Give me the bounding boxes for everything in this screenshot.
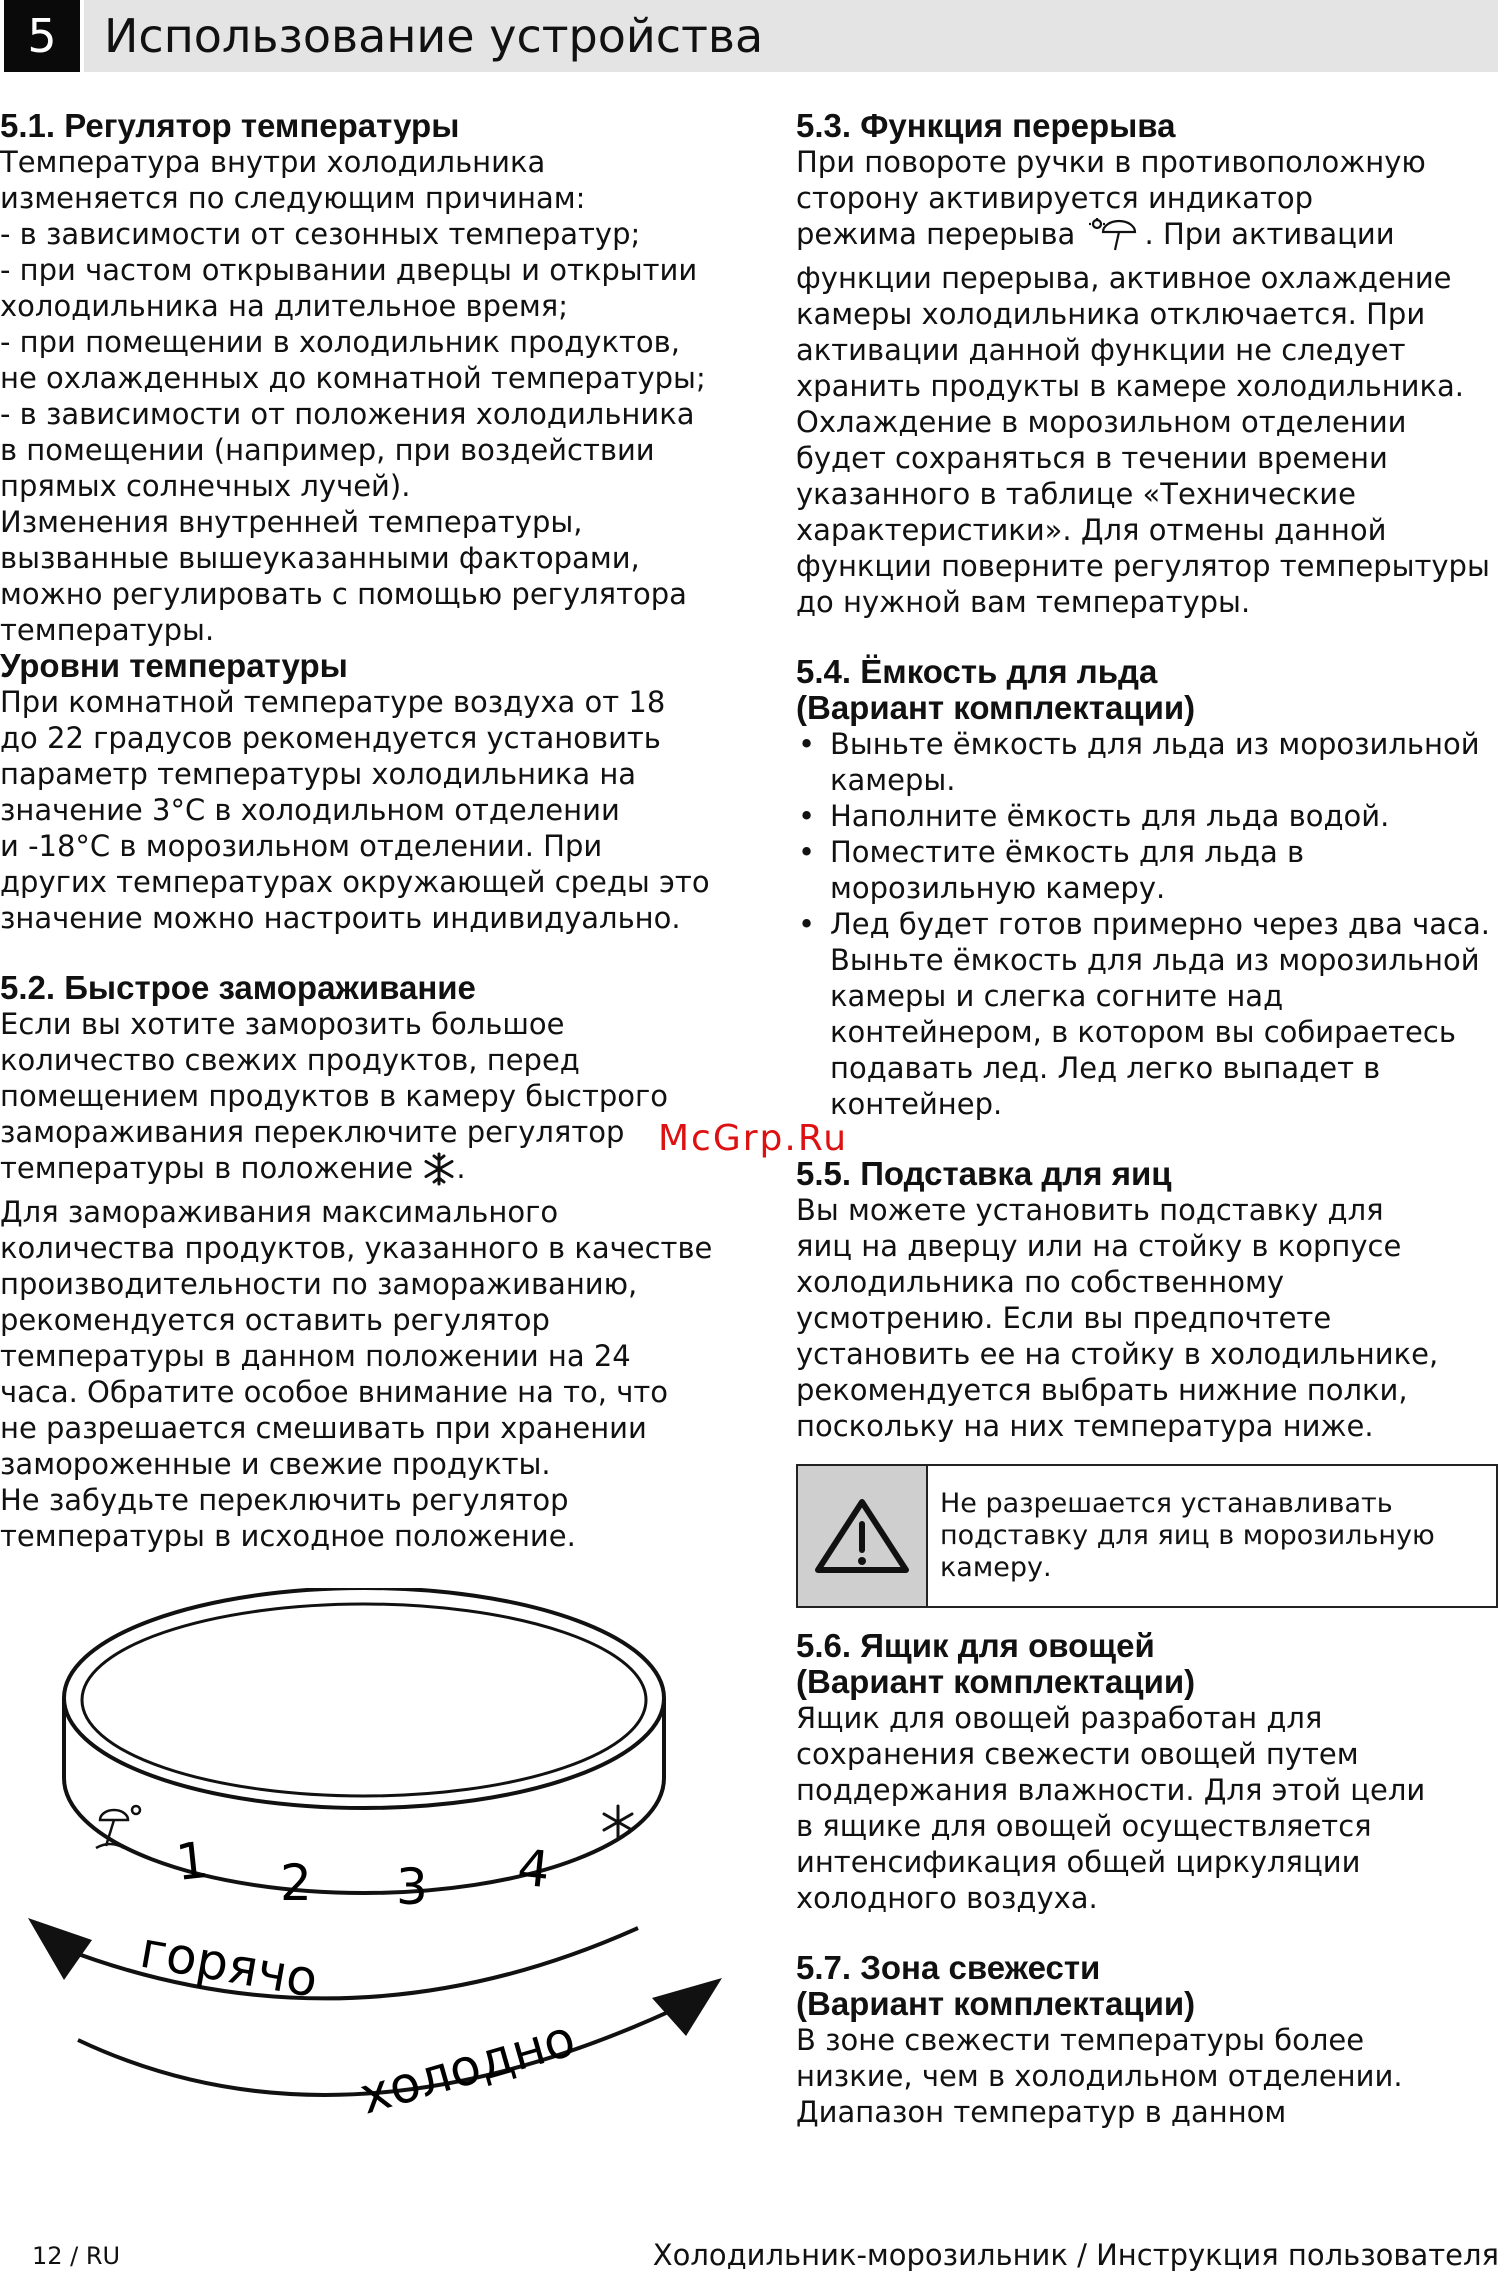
section-5-7-text: В зоне свежести температуры более низкие, чем в холодильном отделении. Диапазон температур в данном xyxy=(796,2023,1403,2129)
section-5-5-title: 5.5. Подставка для яиц xyxy=(796,1155,1172,1192)
warning-icon xyxy=(798,1466,926,1606)
section-5-7-title: 5.7. Зона свежести (Вариант комплектации) xyxy=(796,1949,1196,2022)
page-number: 12 / RU xyxy=(32,2242,121,2270)
snowflake-icon xyxy=(422,1152,456,1194)
dial-number-4: 4 xyxy=(514,1838,553,1900)
vacation-icon xyxy=(1085,218,1145,260)
list-item: • Лед будет готов примерно через два часа. Выньте ёмкость для льда из морозильной камеры и слегка согните над контейнером, в котором вы собираетесь подавать лед. Лед легко выпадет в контейнер. xyxy=(796,906,1496,1122)
warning-box xyxy=(796,1464,1498,1608)
dial-number-3: 3 xyxy=(396,1858,428,1916)
section-5-6-text: Ящик для овощей разработан для сохранения свежести овощей путем поддержания влажности. Для этой цели в ящике для овощей осуществляется интенсификация общей циркуляции холодного воздуха. xyxy=(796,1701,1426,1915)
list-item: • Выньте ёмкость для льда из морозильной камеры. xyxy=(796,726,1496,798)
document-title: Холодильник-морозильник / Инструкция пользователя xyxy=(652,2238,1499,2272)
section-5-2-title: 5.2. Быстрое замораживание xyxy=(0,969,476,1006)
dial-number-2: 2 xyxy=(280,1854,312,1912)
dial-number-1: 1 xyxy=(173,1830,211,1892)
hot-arrow-head xyxy=(28,1918,92,1980)
section-5-1-text: Температура внутри холодильника изменяется по следующим причинам: - в зависимости от сезонных температур; - при частом открывании дверцы и открытии холодильника на длительное время; - при помещении в холодильник продуктов, не охлажденных до комнатной температуры; - в зависимости от положения холодильника в помещении (например, при воздействии прямых солнечных лучей). Изменения внутренней температуры, вызванные вышеуказанными факторами, можно регулировать с помощью регулятора температуры. xyxy=(0,145,706,647)
section-5-5-text: Вы можете установить подставку для яиц на дверцу или на стойку в корпусе холодильника по собственному усмотрению. Если вы предпочтете установить ее на стойку в холодильнике, рекомендуется выбрать нижние полки, поскольку на них температура ниже. xyxy=(796,1193,1439,1443)
cold-arrow-head xyxy=(652,1978,722,2036)
section-5-6-title: 5.6. Ящик для овощей (Вариант комплектации) xyxy=(796,1627,1196,1700)
chapter-title: Использование устройства xyxy=(104,9,764,63)
section-5-3-title: 5.3. Функция перерыва xyxy=(796,107,1176,144)
temperature-levels-title: Уровни температуры xyxy=(0,647,348,684)
section-5-4-title: 5.4. Ёмкость для льда (Вариант комплектации) xyxy=(796,653,1196,726)
section-5-2-text-b: Для замораживания максимального количества продуктов, указанного в качестве производительности по замораживанию, рекомендуется оставить регулятор температуры в данном положении на 24 часа. Обратите особое внимание на то, что не разрешается смешивать при хранении замороженные и свежие продукты. Не забудьте переключить регулятор температуры в исходное положение. xyxy=(0,1195,713,1553)
dial-top-face xyxy=(82,1604,646,1796)
list-item: • Наполните ёмкость для льда водой. xyxy=(796,798,1496,834)
list-item: • Поместите ёмкость для льда в морозильную камеру. xyxy=(796,834,1496,906)
hot-label: горячо xyxy=(135,1920,323,2009)
temperature-dial-illustration xyxy=(18,1588,738,2148)
warning-text: Не разрешается устанавливать подставку для яиц в морозильную камеру. xyxy=(940,1488,1435,1583)
cold-label: холодно xyxy=(353,2008,582,2126)
chapter-number: 5 xyxy=(4,0,80,72)
temperature-levels-text: При комнатной температуре воздуха от 18 до 22 градусов рекомендуется установить параметр температуры холодильника на значение 3°C в холодильном отделении и -18°C в морозильном отделении. При других температурах окружающей среды это значение можно настроить индивидуально. xyxy=(0,685,710,935)
right-column xyxy=(796,108,1496,2130)
watermark: McGrp.Ru xyxy=(658,1118,849,1159)
section-5-2-text-a: Если вы хотите заморозить большое количество свежих продуктов, перед помещением продуктов в камеру быстрого замораживания переключите регулятор температуры в положение . xyxy=(0,1006,720,1194)
chapter-header xyxy=(0,0,1503,72)
ice-tray-steps xyxy=(796,726,1496,1122)
section-5-1-title: 5.1. Регулятор температуры xyxy=(0,107,460,144)
left-column xyxy=(0,108,720,1554)
warning-icon-cell xyxy=(798,1466,928,1606)
section-5-3-text: При повороте ручки в противоположную сторону активируется индикатор режима перерыва . При активации функции перерыва, активное охлаждение камеры холодильника отключается. При активации данной функции не следует хранить продукты в камере холодильника. Охлаждение в морозильном отделении будет сохраняться в течении времени указанного в таблице «Технические характеристики». Для отмены данной функции поверните регулятор темперытуры до нужной вам температуры. xyxy=(796,145,1490,619)
